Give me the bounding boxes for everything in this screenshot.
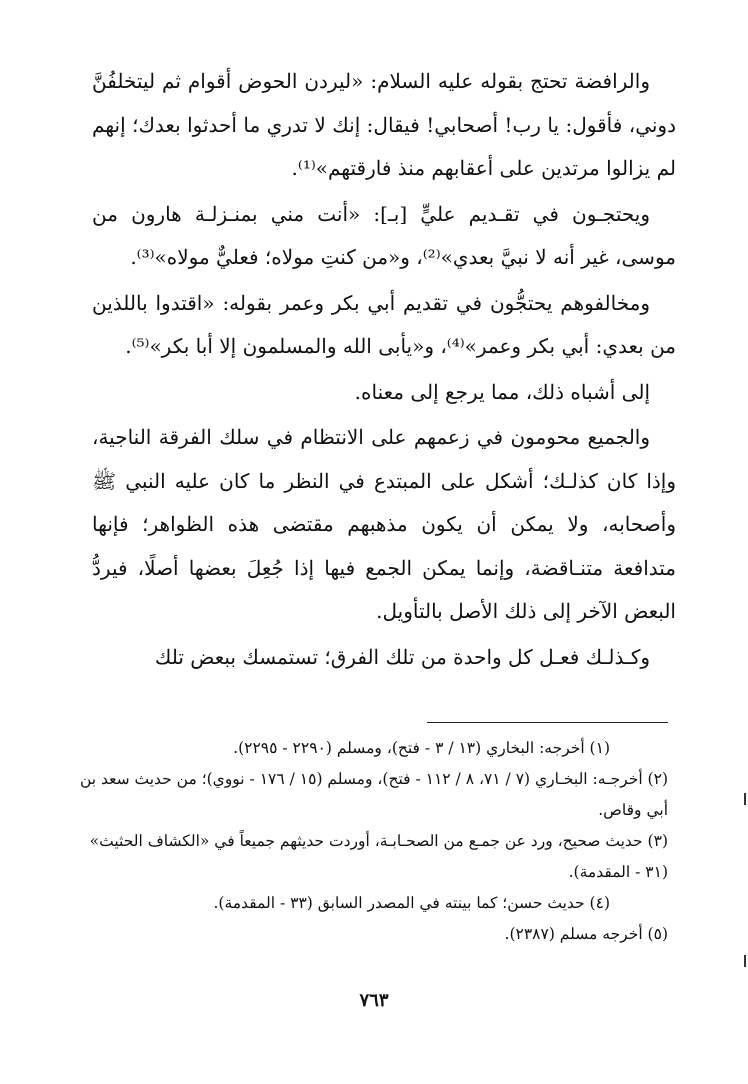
paragraph-similar-cases: إلى أشباه ذلك، مما يرجع إلى معناه. <box>354 379 650 404</box>
footnote-4: (٤) حديث حسن؛ كما بينته في المصدر السابق (٣٣ - المقدمة). <box>213 894 610 912</box>
main-text <box>92 60 676 679</box>
scan-mark <box>744 955 746 967</box>
footnote-1: (١) أخرجه: البخاري (١٣ / ٣ - فتح)، ومسلم (٢٢٩٠ - ٢٢٩٥). <box>233 739 610 757</box>
footnote-5: (٥) أخرجه مسلم (٢٣٨٧). <box>504 925 668 943</box>
footnote-2: (٢) أخرجـه: البخـاري (٧ / ٧١، ٨ / ١١٢ - فتح)، ومسلم (١٥ / ١٧٦ - نووي)؛ من حديث سعد بن أبي وقاص. <box>79 770 668 819</box>
paragraph-opponents-argument: ومخالفوهم يحتجُّون في تقديم أبي بكر وعمر بقوله: «اقتدوا باللذين من بعدي: أبي بكر وعمر»⁽⁴⁾، و«يأبى الله والمسلمون إلا أبا بكر»⁽⁵⁾. <box>92 290 676 358</box>
footnote-3: (٣) حديث صحيح، ورد عن جمـع من الصحـابـة، أوردت حديثهم جميعاً في «الكشاف الحثيث» (٣١ - المقدمة). <box>89 832 668 881</box>
scan-mark <box>744 793 746 805</box>
paragraph-all-claim-salvation: والجميع محومون في زعمهم على الانتظام في سلك الفرقة الناجية، وإذا كان كذلـك؛ أشكل على المبتدع في النظر ما كان عليه النبي ﷺ وأصحابه، ولا يمكن أن يكون مذهبهم مقتضى هذه الظواهر؛ فإنها متدافعة متنـاقضة، وإنما يمكن الجمع فيها إذا جُعِلَ بعضها أصلًا، فيردُّ البعض الآخر إلى ذلك الأصل بالتأويل. <box>92 425 676 623</box>
footnote-separator <box>427 722 668 723</box>
paragraph-rafida-argument: والرافضة تحتج بقوله عليه السلام: «ليردن الحوض أقوام ثم ليتخلفُنَّ دوني، فأقول: يا رب! أصحابي! فيقال: إنك لا تدري ما أحدثوا بعدك؛ إنهم لم يزالوا مرتدين على أعقابهم منذ فارقتهم»⁽¹⁾. <box>92 69 676 180</box>
footnotes <box>78 733 668 950</box>
paragraph-each-sect: وكـذلـك فعـل كل واحدة من تلك الفرق؛ تستمسك ببعض تلك <box>154 644 650 669</box>
paragraph-ali-argument: ويحتجـون في تقـديم عليٍّ [بـ]: «أنت مني بمنـزلـة هارون من موسى، غير أنه لا نبيَّ بعدي»⁽²⁾، و«من كنتِ مولاه؛ فعليٌّ مولاه»⁽³⁾. <box>92 201 676 269</box>
page-number: ٧٦٣ <box>359 990 389 1011</box>
